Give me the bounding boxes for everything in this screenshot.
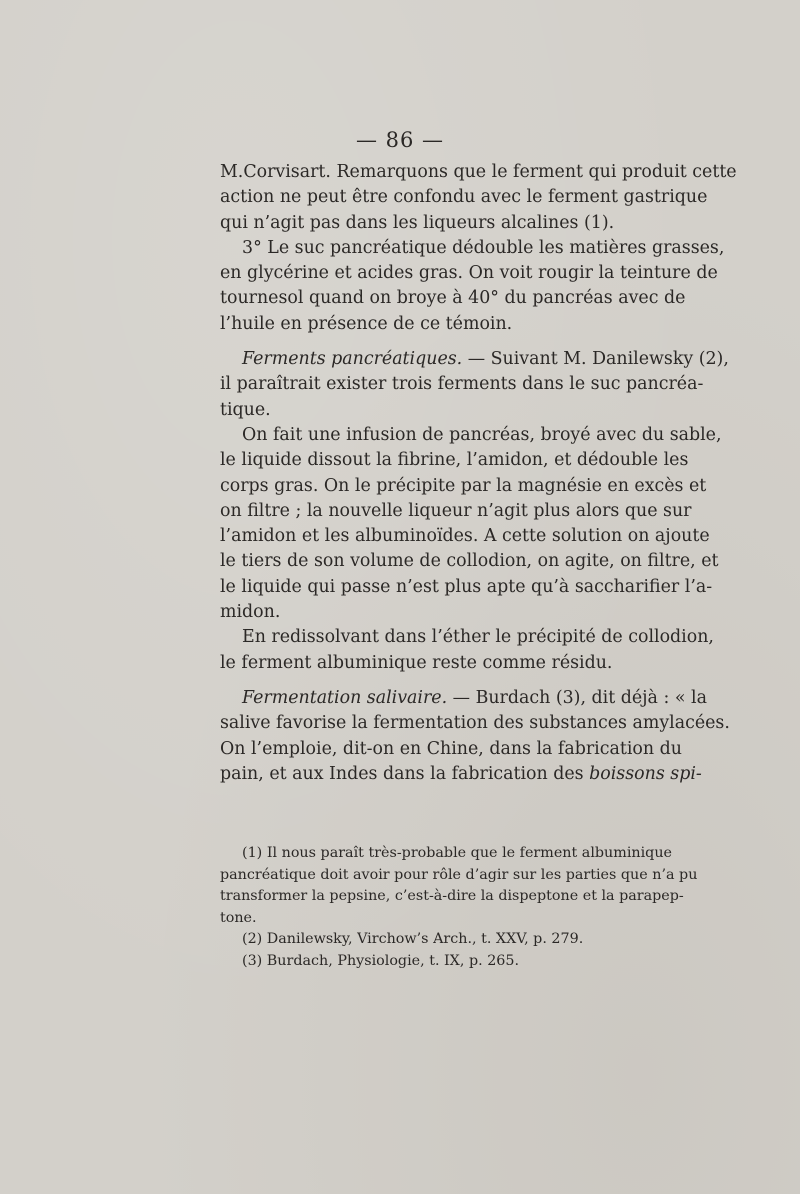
text-line: corps gras. On le précipite par la magnésie en excès et xyxy=(220,475,707,496)
text-line: action ne peut être confondu avec le ferment gastrique xyxy=(220,187,708,208)
text-run: — Suivant M. Danilewsky (2), xyxy=(462,349,729,370)
text-run-italic: boissons spi- xyxy=(589,763,702,784)
body-text xyxy=(220,160,737,787)
text-line: midon. xyxy=(220,602,281,623)
footnote-line: pancréatique doit avoir pour rôle d’agir sur les parties que n’a pu xyxy=(220,866,698,883)
text-line: salive favorise la fermentation des substances amylacées. xyxy=(220,713,730,734)
footnote-line: (3) Burdach, Physiologie, t. IX, p. 265. xyxy=(242,952,520,969)
text-line: l’amidon et les albuminoïdes. A cette solution on ajoute xyxy=(220,526,710,547)
section-heading: Ferments pancréatiques. xyxy=(242,349,463,370)
text-line: On fait une infusion de pancréas, broyé avec du sable, xyxy=(242,424,722,445)
text-line: on filtre ; la nouvelle liqueur n’agit plus alors que sur xyxy=(220,500,692,521)
text-run: pain, et aux Indes dans la fabrication des xyxy=(220,763,590,784)
text-line xyxy=(220,762,702,787)
text-line: le tiers de son volume de collodion, on agite, on filtre, et xyxy=(220,551,719,572)
text-line: le liquide dissout la fibrine, l’amidon, et dédouble les xyxy=(220,450,689,471)
footnotes xyxy=(220,843,698,972)
text-line: en glycérine et acides gras. On voit rougir la teinture de xyxy=(220,263,718,284)
text-line: On l’emploie, dit-on en Chine, dans la fabrication du xyxy=(220,738,682,759)
section-heading-line xyxy=(220,686,707,711)
text-line: l’huile en présence de ce témoin. xyxy=(220,313,513,334)
text-line: tournesol quand on broye à 40° du pancréas avec de xyxy=(220,288,686,309)
text-line: le ferment albuminique reste comme résidu. xyxy=(220,652,613,673)
footnote-line: transformer la pepsine, c’est-à-dire la dispeptone et la parapep- xyxy=(220,888,684,904)
footnote-line: (2) Danilewsky, Virchow’s Arch., t. XXV, p. 279. xyxy=(242,931,584,947)
text-line: il paraîtrait exister trois ferments dans le suc pancréa- xyxy=(220,374,704,395)
text-run: — Burdach (3), dit déjà : « la xyxy=(447,687,707,708)
text-line: En redissolvant dans l’éther le précipité de collodion, xyxy=(242,627,714,648)
text-line: M.Corvisart. Remarquons que le ferment qui produit cette xyxy=(220,162,737,182)
text-line: qui n’agit pas dans les liqueurs alcalines (1). xyxy=(220,212,615,233)
footnote-line: tone. xyxy=(220,909,257,926)
section-heading: Fermentation salivaire. xyxy=(242,687,448,708)
text-line: le liquide qui passe n’est plus apte qu’à saccharifier l’a- xyxy=(220,576,713,597)
text-line: tique. xyxy=(220,399,271,420)
footnote-line: (1) Il nous paraît très-probable que le ferment albuminique xyxy=(242,845,672,861)
section-heading-line xyxy=(220,347,729,372)
text-line: 3° Le suc pancréatique dédouble les matières grasses, xyxy=(242,237,725,258)
page-number: — 86 — xyxy=(355,128,445,152)
